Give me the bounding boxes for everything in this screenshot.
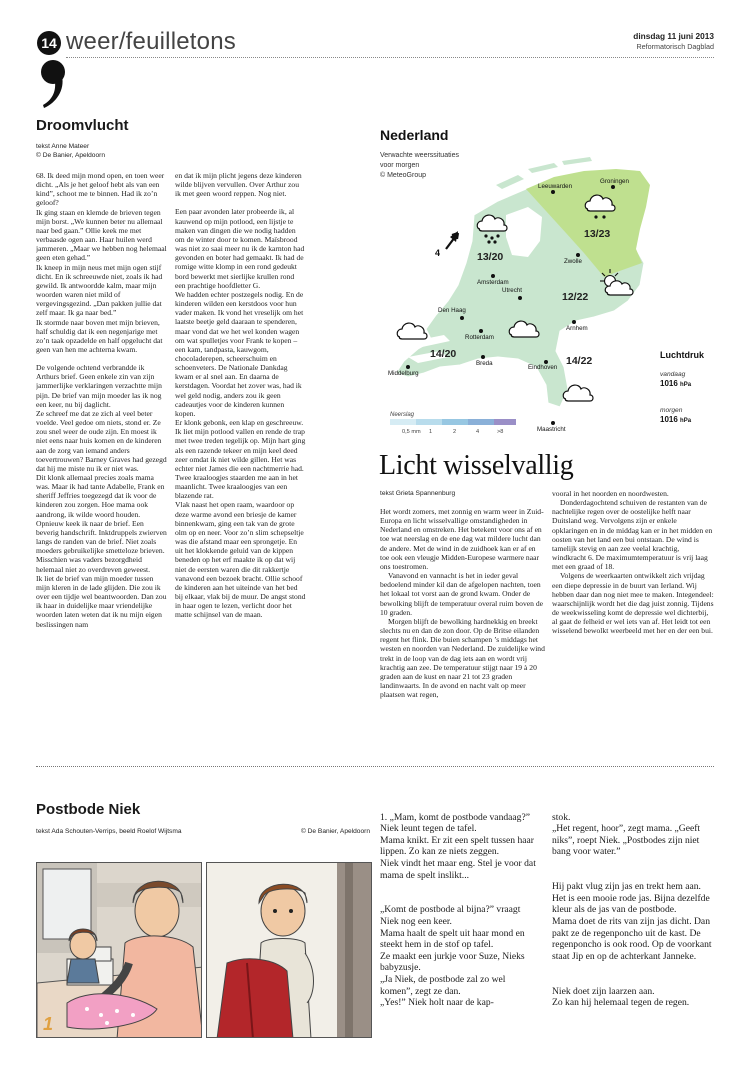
city-label: Zwolle	[564, 258, 582, 265]
wind-force-label: 4	[435, 248, 441, 258]
paragraph: Ik liet mijn potlood vallen en rende de trap met twee treden tegelijk op. Mijn hart ging als een razende tekeer en mijn keel deed zeer omdat ik niet wilde gillen. Het was echter niet James die een nachtmerrie had. Twee kraaloogjes staarden me aan in het maanlicht. Twee kraaloogjes van een blazende rat.	[175, 427, 306, 501]
pressure-tomorrow-value	[660, 415, 691, 424]
pressure-today-label: vandaag	[660, 371, 686, 378]
pressure-unit: hPa	[680, 382, 692, 388]
header-date: dinsdag 11 juni 2013	[633, 31, 714, 41]
paragraph: Ik liet de brief van mijn moeder tussen mijn kleren in de lade glijden. Die zou ik over een tijdje wel beantwoorden. Dan zou ik haar in duidelijke maar vriendelijke woorden laten weten dat ik nu mijn eigen beslissingen nam	[36, 573, 167, 629]
city-label: Utrecht	[502, 287, 522, 294]
paragraph: We hadden echter postzegels nodig. En de kinderen wilden een kerstdoos voor hun vader maken. Ik vond het vreselijk om het laatste beetje geld daaraan te spenderen, maar vond dat we het wel konden wagen om wat spulletjes voor Frank te kopen – een kam, tandpasta, kauwgom, chocoladerepen, scheerschuim en schoenveters. De Nationale Dankdag kwam er al snel aan. En daarna de kerstdagen. Voordat het zover was, had ik wel geld nodig, anders zou ik geen cadeautjes voor de kinderen kunnen kopen.	[175, 289, 304, 418]
pressure-value: 1016	[660, 379, 678, 388]
legend-value: >8	[497, 429, 504, 435]
paragraph: Opnieuw keek ik naar de brief. Een beverig handschrift. Inktdruppels zwierven langs de randen van de brief. Niet zoals moeders gebruikelijke smetteloze brieven. Misschien was vaders bezorgdheid helemaal niet zo overdreven geweest.	[36, 518, 167, 574]
city-label: Breda	[476, 360, 493, 367]
paragraph: Volgens de weerkaarten ontwikkelt zich vrijdag een diepe depressie in de buurt van Ierland. Wij hebben daar dan nog niet mee te maken. Integendeel: waarschijnlijk wordt het die dag juist zonnig. Tijdens de weekwisseling komt de depressie wel dichterbij, al gaat de felheid er wel iets van af. Het leidt tot een wisselend bewolkt weerbeeld met her en der een bui.	[552, 571, 714, 636]
postbode-credit: tekst Ada Schouten-Verrips, beeld Roelof Wijtsma	[36, 828, 182, 835]
paragraph: 1. „Mam, komt de postbode vandaag?” Niek leunt tegen de tafel. Mama knikt. Er zit een spelt tussen haar lippen. Zo kan ze niets zeggen. Niek vindt het maar eng. Stel je voor dat mama de spelt inslikt...	[380, 811, 536, 881]
postbode-title: Postbode Niek	[36, 801, 141, 818]
paragraph: Het wordt zomers, met zonnig en warm weer in Zuid-Europa en licht wisselvallige omstandigheden in Nederland en omstreken. Het betekent voor ons af en toe wat neerslag en de ene dag wat mildere lucht dan de andere. Met de wind in de zuidhoek kan er af en toe ook een vleugje Midden-Europese warmere naar ons toestromen.	[380, 507, 544, 571]
pressure-tomorrow-label: morgen	[660, 407, 683, 414]
temperature-label: 14/22	[566, 355, 593, 367]
paragraph: Dit klonk allemaal precies zoals mama was. Maar ik had tante Adabelle, Frank en sheriff Jeffries toegezegd dat ik voor de kinderen zou zorgen. Hoe mama ook aandrong, ik wilde woord houden.	[36, 473, 165, 519]
feuilleton-column-1	[36, 171, 167, 746]
paragraph: stok. „Het regent, hoor”, zegt mama. „Geeft niks”, roept Niek. „Postbodes zijn niet bang voor water.”	[552, 811, 701, 858]
illustration-panel-right	[206, 862, 372, 1038]
paragraph: Ze schreef me dat ze zich al veel beter voelde. Veel gedoe om niets, stond er. Ze zou snel weer de oude zijn. En moest ik niet eens naar huis komen en de kinderen aan de zorg van iemand anders toevertrouwen? Barney Graves had gezegd dat hij me miste nu ik er niet was.	[36, 408, 167, 473]
paragraph: en dat ik mijn plicht jegens deze kinderen wilde blijven vervullen. Over Arthur zou ik met geen woord reppen. Nog niet.	[175, 171, 302, 199]
temperature-label: 12/22	[562, 291, 589, 303]
comma-logo-icon	[38, 58, 68, 110]
temperature-label: 13/23	[584, 228, 611, 240]
pressure-today-value	[660, 379, 691, 388]
legend-swatch	[390, 419, 416, 425]
illustration-panel-left	[36, 862, 202, 1038]
paragraph: Ik kneep in mijn neus met mijn ogen stijf dicht. En ik schreeuwde niet, zoals ik had gewild. Ik antwoordde kalm, maar mijn woorden waren niet mild of vergevingsgezind. „Dan pakken jullie dat zelf maar. Ik ga naar bed.”	[36, 262, 163, 318]
weather-column-2	[552, 489, 714, 679]
section-divider	[36, 766, 714, 767]
city-label: Eindhoven	[528, 364, 558, 371]
pressure-title: Luchtdruk	[660, 350, 704, 360]
paragraph: Hij pakt vlug zijn jas en trekt hem aan. Het is een mooie rode jas. Bijna dezelfde kleur als de jas van de postbode. Mama doet de rits van zijn jas dicht. Dan pakt ze de regenponcho uit de kast. De regenponcho is ook rood. Op de voorkant staat Jip en op de achterkant Janneke.	[552, 881, 712, 962]
pressure-unit: hPa	[680, 418, 692, 424]
feuilleton-credit-publisher: © De Banier, Apeldoorn	[36, 152, 106, 159]
weather-credit: tekst Grieta Spannenburg	[380, 490, 456, 497]
legend-swatch	[494, 419, 516, 425]
weather-map-subtitle-2: voor morgen	[380, 162, 420, 169]
paragraph: Een paar avonden later probeerde ik, al kauwend op mijn potlood, een lijstje te maken van dingen die we nodig hadden om de winter door te komen. Maïsbrood was niet zo saai meer nu ik de karnton had gevonden en boter had gemaakt. Ik had de romige witte klomp in een rond gedeukt bord bewerkt met sierlijke krullen rond een prachtige hoofdletter G.	[175, 207, 305, 290]
paragraph: Donderdagochtend schuiven de restanten van de nachtelijke regen over de oostelijke helft naar Duitsland weg. Vervolgens zijn er enkele opklaringen en in de middag kan er in het midden en oosten van het land een bui ontstaan. De wind is tamelijk stevig en aan zee veelal krachtig, windkracht 6. De maximumtemperatuur is vrij laag met een graad of 18.	[552, 498, 713, 572]
city-label: Arnhem	[566, 325, 588, 332]
header-paper-name: Reformatorisch Dagblad	[636, 42, 714, 51]
legend-value: 1	[429, 429, 433, 435]
weather-headline: Licht wisselvallig	[379, 450, 574, 481]
paragraph: Er klonk gebonk, een klap en geschreeuw.	[175, 418, 304, 428]
city-label: Maastricht	[537, 426, 566, 433]
legend-swatch	[416, 419, 442, 425]
panel-number: 1	[43, 1014, 54, 1034]
pressure-value: 1016	[660, 415, 678, 424]
city-label: Amsterdam	[477, 279, 509, 286]
paragraph: Ik stormde naar boven met mijn brieven, half schuldig dat ik een negenjarige met zo’n taak opzadelde en half opgelucht dat geen van hen me achterna kwam.	[36, 317, 163, 354]
boy-coat-illustration	[207, 863, 372, 1038]
page-number-badge: 14	[37, 31, 61, 55]
paragraph: 68. Ik deed mijn mond open, en toen weer dicht. „Als je het geloof hebt als van een kind”, schoot me te binnen. Had ik zo’n geloof?	[36, 171, 165, 208]
legend-swatch	[442, 419, 468, 425]
paragraph: vooral in het noorden en noordwesten.	[552, 489, 669, 498]
legend-title: Neerslag	[390, 412, 415, 418]
feuilleton-title: Droomvlucht	[36, 117, 129, 134]
paragraph: Niek doet zijn laarzen aan. Zo kan hij helemaal tegen de regen.	[552, 985, 690, 1009]
paragraph: Vanavond en vannacht is het in ieder geval bedoelend minder kil dan de afgelopen nachten, toen het lokaal tot vorst aan de grond kwam. Onder de bewolking blijft de temperatuur overal ruim boven de 10 graden.	[380, 571, 544, 617]
postbode-publisher: © De Banier, Apeldoorn	[300, 828, 370, 835]
legend-value: 2	[453, 429, 457, 435]
cloud-icon	[397, 323, 427, 339]
temperature-label: 14/20	[430, 348, 457, 360]
temperature-label: 13/20	[477, 251, 504, 263]
feuilleton-credit-author: tekst Anne Mateer	[36, 143, 90, 150]
legend-value: 4	[476, 429, 480, 435]
paragraph: Ik ging staan en klemde de brieven tegen mijn borst. „We kunnen beter nu allemaal naar bed gaan.” Ollie keek me met verbaasde ogen aan. Haar huilen werd jammeren. „Maar we hebben nog helemaal geen eten gehad.”	[36, 207, 167, 263]
paragraph: Vlak naast het open raam, waardoor op deze warme avond een briesje de kamer binnenkwam, ging een tak van de grote olm op en neer. Voor zo’n slim schepseltje was die afstand maar een sprongetje. En uit het klokkende geluid van de kippen beneden op het erf maakte ik op dat wij niet de eersten waren die dit rakkertje vanavond een bezoek bracht. Ollie schoof de kinderen aan het uiteinde van het bed bij elkaar, vlak bij de muur. De angst stond in haar ogen te lezen, verlicht door het matte schijnsel van de maan.	[175, 500, 306, 620]
mother-sewing-illustration	[37, 863, 202, 1038]
weather-column-1	[380, 507, 545, 757]
paragraph: Morgen blijft de bewolking hardnekkig en breekt slechts nu en dan de zon door. Op de Britse eilanden regent het flink. Die buien schampen ’s middags het westen en noorden van Nederland. De zuidelijke wind trekt in de loop van de dag iets aan en wordt vrij krachtig aan zee. De temperatuur stijgt naar 19 à 20 graden aan de kust en naar 21 tot 23 graden landinwaarts. In de avond en nacht valt op meer plaatsen wat regen,	[380, 616, 545, 700]
weather-map-title: Nederland	[380, 127, 449, 143]
city-label: Rotterdam	[465, 334, 494, 341]
city-label: Groningen	[600, 178, 629, 185]
legend-swatch	[468, 419, 494, 425]
city-label: Den Haag	[438, 307, 466, 314]
paragraph: De volgende ochtend verbrandde ik Arthurs brief. Geen enkele zin van zijn jammerlijke verklaringen verzachtte mijn pijn. De brief van mijn moeder las ik nog een keer, nu bij daglicht.	[36, 363, 162, 409]
legend-value: 0,5 mm	[402, 429, 421, 435]
postbode-column-1	[380, 800, 540, 1062]
page-header	[0, 0, 738, 60]
header-rule	[66, 57, 714, 58]
paragraph: „Komt de postbode al bijna?” vraagt Niek nog een keer. Mama haalt de spelt uit haar mond en steekt hem in de stof op tafel. Ze maakt een jurkje voor Suze, Nieks babyzusje. „Ja Niek, de postbode zal zo wel komen”, zegt ze dan. „Yes!” Niek holt naar de kap-	[380, 904, 525, 1009]
precipitation-legend	[390, 419, 516, 425]
section-title: weer/feuilletons	[66, 28, 236, 55]
weather-map-subtitle-1: Verwachte weerssituaties	[380, 152, 459, 159]
wind-arrow-icon	[446, 231, 458, 249]
feuilleton-column-2	[175, 171, 306, 746]
city-label: Leeuwarden	[538, 183, 573, 190]
city-label: Middelburg	[388, 370, 419, 377]
weather-map-subtitle-3: © MeteoGroup	[380, 172, 427, 179]
postbode-column-2	[552, 800, 714, 1062]
